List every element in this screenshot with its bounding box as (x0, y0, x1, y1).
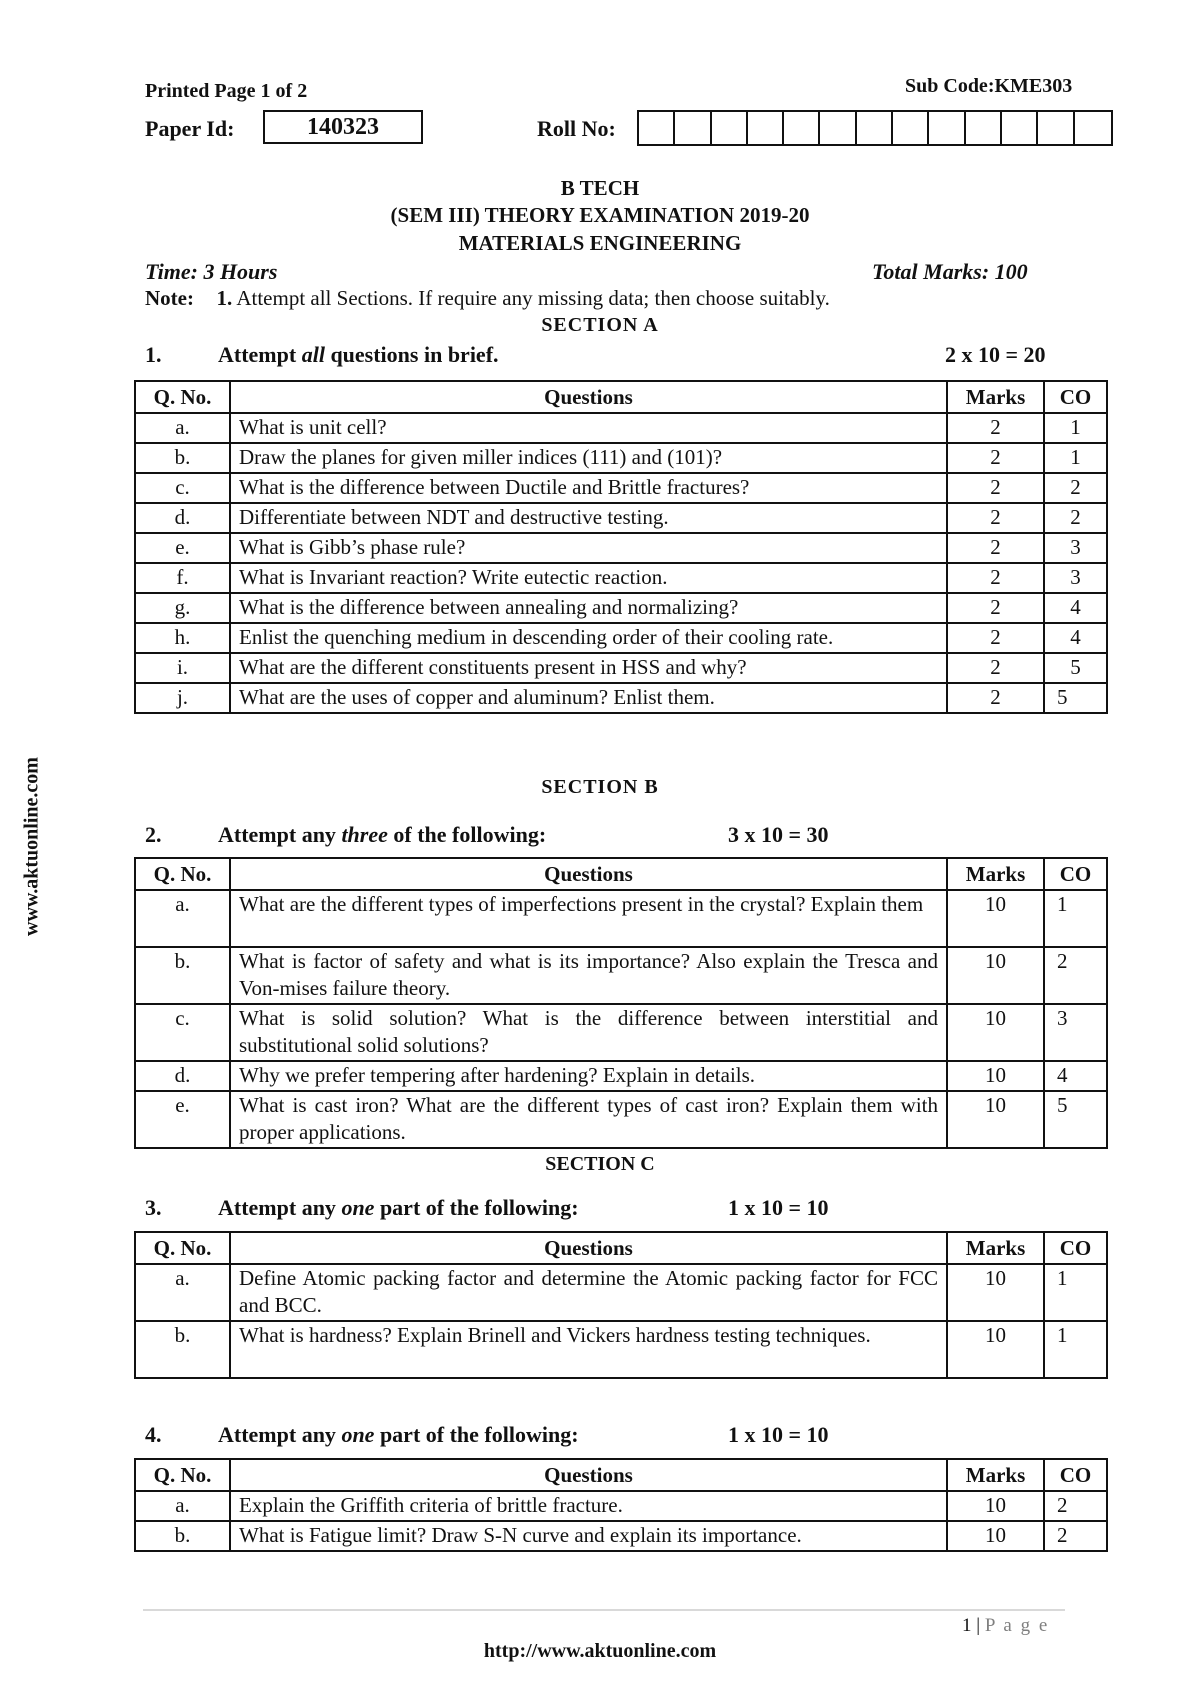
roll-no-digit-box[interactable] (966, 112, 1002, 144)
table-row: i. What are the different constituents present in HSS and why? 2 5 (135, 653, 1107, 683)
footer-divider (143, 1609, 1065, 1611)
paper-id-label: Paper Id: (145, 116, 235, 141)
table-row: h. Enlist the quenching medium in descending order of their cooling rate. 2 4 (135, 623, 1107, 653)
section-b-table (134, 857, 1108, 1149)
col-header-questions: Questions (230, 858, 947, 890)
table-row: d. Why we prefer tempering after hardening? Explain in details. 10 4 (135, 1061, 1107, 1091)
page-number: 1 | P a g e (962, 1615, 1050, 1636)
paper-id-box: 140323 (263, 110, 423, 144)
q3-marks: 1 x 10 = 10 (728, 1195, 829, 1220)
section-c-heading: SECTION C (545, 1153, 655, 1175)
table-row: f. What is Invariant reaction? Write eutectic reaction. 2 3 (135, 563, 1107, 593)
note-label: Note: (145, 286, 194, 310)
col-header-co: CO (1044, 1459, 1107, 1491)
col-header-qno: Q. No. (135, 1232, 230, 1264)
degree-title: B TECH (560, 176, 640, 200)
q1-number: 1. (145, 342, 162, 367)
q3-number: 3. (145, 1195, 162, 1220)
table-row: e. What is cast iron? What are the different types of cast iron? Explain them with proper applications. 10 5 (135, 1091, 1107, 1148)
q4-number: 4. (145, 1422, 162, 1447)
col-header-qno: Q. No. (135, 381, 230, 413)
table-row: e. What is Gibb’s phase rule? 2 3 (135, 533, 1107, 563)
q1-instruction: Attempt all questions in brief. (218, 342, 499, 367)
roll-no-digit-box[interactable] (857, 112, 893, 144)
q2-marks: 3 x 10 = 30 (728, 822, 829, 847)
col-header-co: CO (1044, 858, 1107, 890)
col-header-co: CO (1044, 1232, 1107, 1264)
printed-page-label: Printed Page 1 of 2 (145, 80, 308, 102)
total-marks-label: Total Marks: 100 (872, 259, 1028, 284)
roll-no-digit-box[interactable] (1075, 112, 1111, 144)
roll-no-digit-box[interactable] (1038, 112, 1074, 144)
exam-title: (SEM III) THEORY EXAMINATION 2019-20 (390, 203, 810, 227)
sub-code: Sub Code:KME303 (905, 75, 1073, 97)
section-a-table (134, 380, 1108, 714)
subject-title: MATERIALS ENGINEERING (458, 231, 742, 255)
roll-no-digit-box[interactable] (784, 112, 820, 144)
col-header-questions: Questions (230, 381, 947, 413)
table-row: c. What is the difference between Ductile and Brittle fractures? 2 2 (135, 473, 1107, 503)
col-header-marks: Marks (947, 381, 1044, 413)
col-header-questions: Questions (230, 1232, 947, 1264)
roll-no-boxes[interactable] (637, 110, 1113, 146)
table-row: j. What are the uses of copper and aluminum? Enlist them. 2 5 (135, 683, 1107, 713)
q4-marks: 1 x 10 = 10 (728, 1422, 829, 1447)
footer-url[interactable]: http://www.aktuonline.com (483, 1640, 717, 1662)
section-a-heading: SECTION A (541, 314, 659, 336)
note-number: 1. (216, 286, 233, 310)
table-row: d. Differentiate between NDT and destructive testing. 2 2 (135, 503, 1107, 533)
side-watermark: www.aktuonline.com (20, 757, 43, 936)
section-c-q4-table (134, 1458, 1108, 1552)
table-row: a. Explain the Griffith criteria of brittle fracture. 10 2 (135, 1491, 1107, 1521)
q2-instruction: Attempt any three of the following: (218, 822, 547, 847)
table-row: a. What is unit cell? 2 1 (135, 413, 1107, 443)
table-row: a. Define Atomic packing factor and determine the Atomic packing factor for FCC and BCC. 10 1 (135, 1264, 1107, 1321)
col-header-questions: Questions (230, 1459, 947, 1491)
q3-instruction: Attempt any one part of the following: (218, 1195, 579, 1220)
col-header-marks: Marks (947, 1232, 1044, 1264)
table-row: b. What is hardness? Explain Brinell and Vickers hardness testing techniques. 10 1 (135, 1321, 1107, 1378)
q2-number: 2. (145, 822, 162, 847)
table-row: b. Draw the planes for given miller indices (111) and (101)? 2 1 (135, 443, 1107, 473)
roll-no-digit-box[interactable] (639, 112, 675, 144)
note (145, 286, 830, 311)
note-text: Attempt all Sections. If require any missing data; then choose suitably. (236, 286, 830, 310)
table-row: b. What is factor of safety and what is its importance? Also explain the Tresca and Von-mises failure theory. 10 2 (135, 947, 1107, 1004)
q4-instruction: Attempt any one part of the following: (218, 1422, 579, 1447)
roll-no-digit-box[interactable] (748, 112, 784, 144)
col-header-co: CO (1044, 381, 1107, 413)
roll-no-digit-box[interactable] (893, 112, 929, 144)
roll-no-digit-box[interactable] (929, 112, 965, 144)
q1-marks: 2 x 10 = 20 (945, 342, 1046, 367)
roll-no-digit-box[interactable] (1002, 112, 1038, 144)
table-row: a. What are the different types of imperfections present in the crystal? Explain them 10 1 (135, 890, 1107, 947)
roll-no-digit-box[interactable] (820, 112, 856, 144)
table-row: b. What is Fatigue limit? Draw S-N curve and explain its importance. 10 2 (135, 1521, 1107, 1551)
col-header-qno: Q. No. (135, 1459, 230, 1491)
roll-no-label: Roll No: (537, 116, 616, 141)
time-label: Time: 3 Hours (145, 259, 278, 284)
section-c-q3-table (134, 1231, 1108, 1379)
roll-no-digit-box[interactable] (675, 112, 711, 144)
roll-no-digit-box[interactable] (712, 112, 748, 144)
table-row: g. What is the difference between annealing and normalizing? 2 4 (135, 593, 1107, 623)
col-header-marks: Marks (947, 858, 1044, 890)
col-header-qno: Q. No. (135, 858, 230, 890)
section-b-heading: SECTION B (541, 776, 659, 798)
col-header-marks: Marks (947, 1459, 1044, 1491)
table-row: c. What is solid solution? What is the difference between interstitial and substitutional solid solutions? 10 3 (135, 1004, 1107, 1061)
